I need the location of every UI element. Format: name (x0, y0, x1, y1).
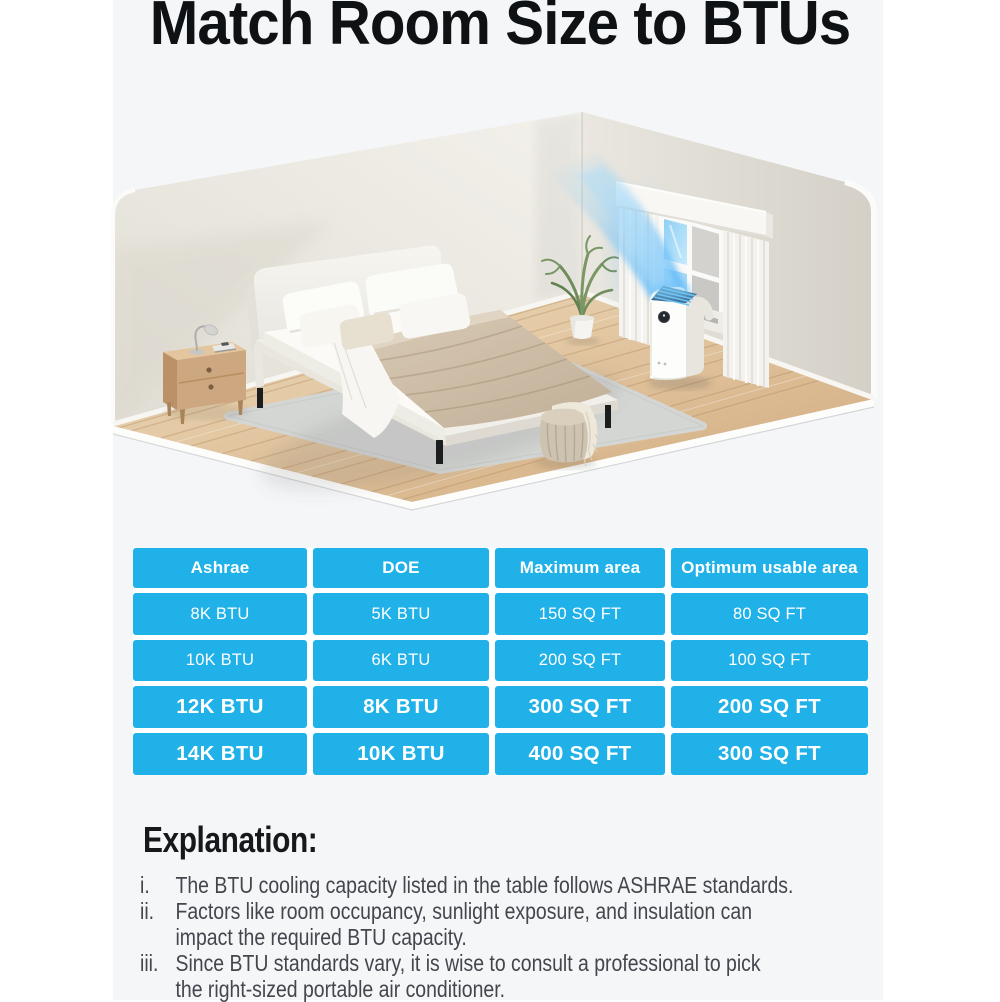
explanation-item (140, 872, 877, 898)
item-numeral: ii. (140, 898, 155, 924)
btu-table (133, 548, 868, 775)
table-cell: 6K BTU (313, 640, 489, 681)
table-cell: 10K BTU (313, 733, 489, 775)
table-header-cell: Maximum area (495, 548, 665, 588)
item-text: The BTU cooling capacity listed in the table follows ASHRAE standards. (175, 872, 794, 898)
item-text: Since BTU standards vary, it is wise to consult a professional to pick the right-sized portable air conditioner. (175, 950, 761, 1002)
table-header-cell: Optimum usable area (671, 548, 868, 588)
curtain-right (723, 230, 769, 388)
table-header-cell: DOE (313, 548, 489, 588)
page-title: Match Room Size to BTUs (149, 0, 851, 58)
table-cell: 10K BTU (133, 640, 307, 681)
table-cell: 400 SQ FT (495, 733, 665, 775)
item-text: Factors like room occupancy, sunlight exposure, and insulation can impact the required BTU capacity. (175, 898, 753, 950)
table-cell: 200 SQ FT (671, 686, 868, 728)
item-numeral: i. (140, 872, 150, 898)
table-cell: 200 SQ FT (495, 640, 665, 681)
pouf (536, 402, 599, 470)
explanation-list (140, 872, 877, 1002)
explanation-item (140, 898, 877, 950)
table-cell: 14K BTU (133, 733, 307, 775)
table-cell: 8K BTU (313, 686, 489, 728)
table-cell: 80 SQ FT (671, 593, 868, 635)
explanation-item (140, 950, 877, 1002)
table-cell: 300 SQ FT (671, 733, 868, 775)
table-cell: 150 SQ FT (495, 593, 665, 635)
table-header-cell: Ashrae (133, 548, 307, 588)
explanation-heading: Explanation: (143, 819, 318, 860)
table-cell: 5K BTU (313, 593, 489, 635)
table-cell: 100 SQ FT (671, 640, 868, 681)
table-cell: 12K BTU (133, 686, 307, 728)
ac-display (659, 312, 670, 323)
item-numeral: iii. (140, 950, 159, 976)
table-cell: 300 SQ FT (495, 686, 665, 728)
table-cell: 8K BTU (133, 593, 307, 635)
